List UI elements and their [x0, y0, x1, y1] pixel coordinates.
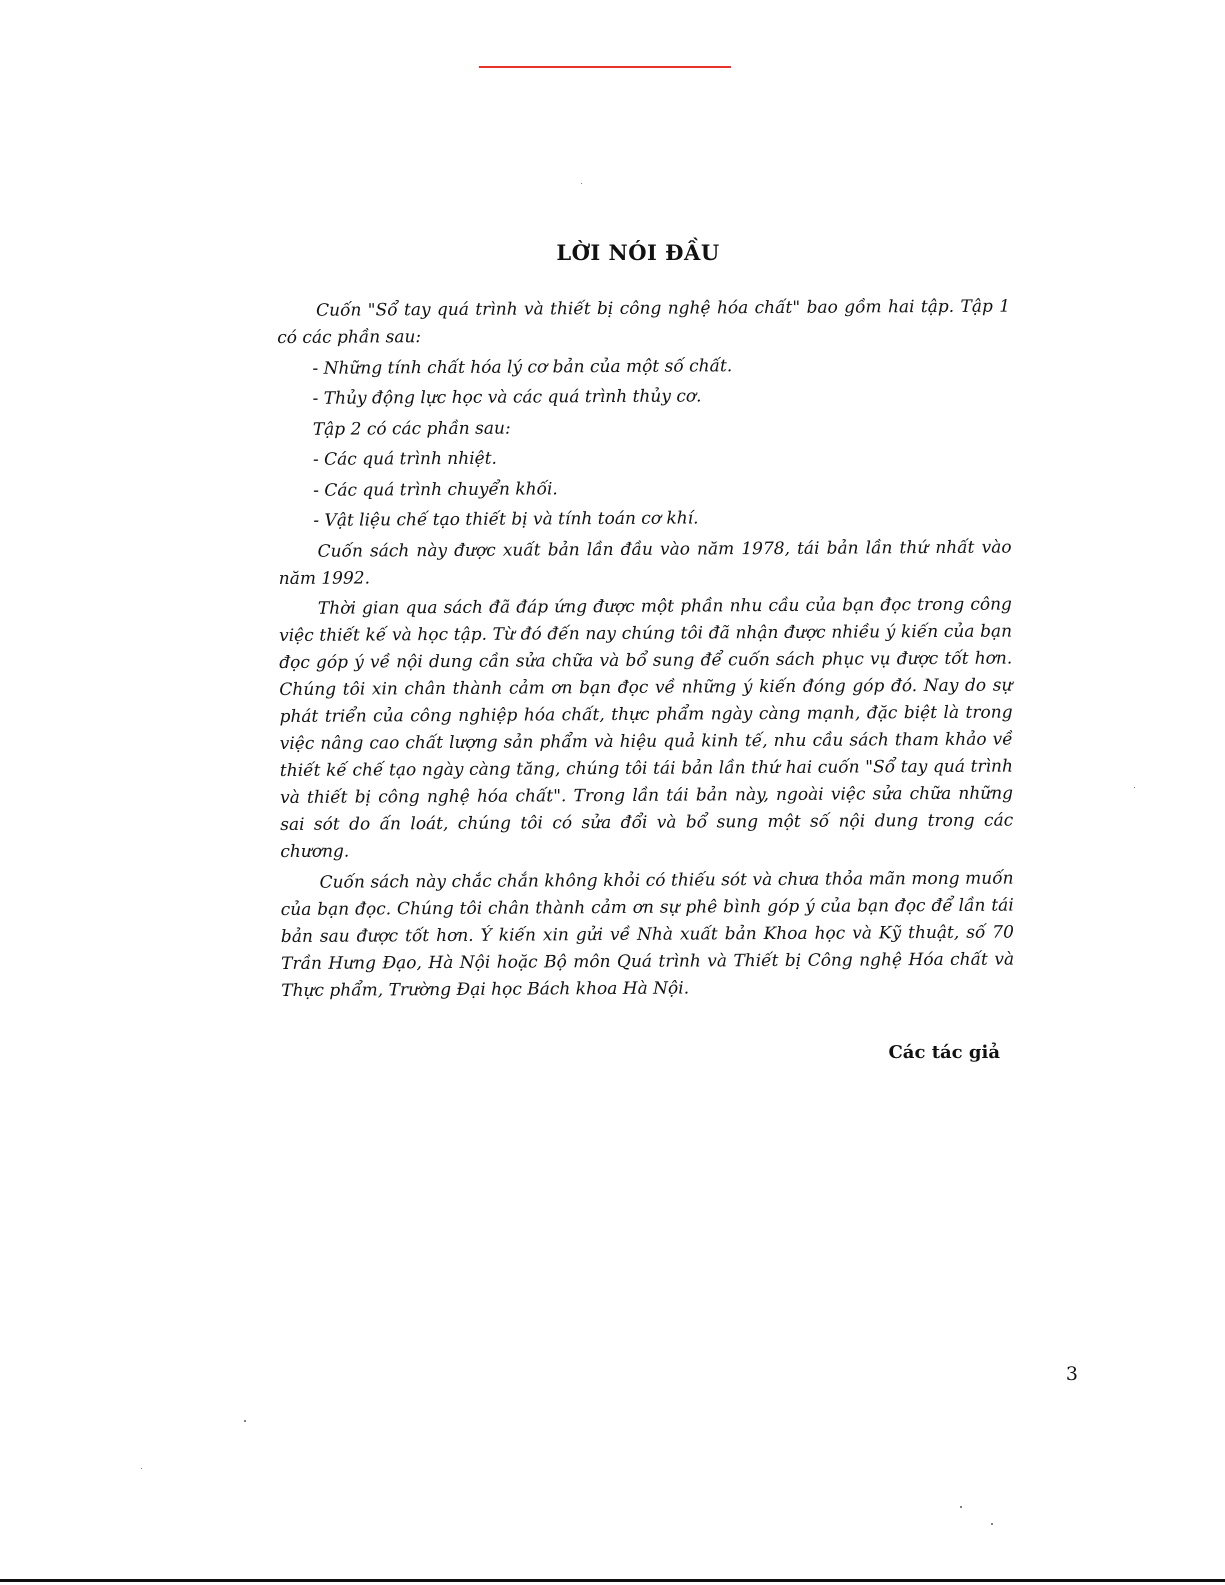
- paragraph-publication: Cuốn sách này được xuất bản lần đầu vào năm 1978, tái bản lần thứ nhất vào năm 1992.: [278, 537, 1012, 589]
- scan-speck: [141, 1468, 142, 1469]
- list-item: - Thủy động lực học và các quá trình thủy cơ.: [312, 386, 702, 409]
- top-red-rule: [479, 66, 731, 68]
- paragraph-feedback: Cuốn sách này chắc chắn không khỏi có thiếu sót và chưa thỏa mãn mong muốn của bạn đọc. Chúng tôi chân thành cảm ơn sự phê bình góp ý của bạn đọc để lần tái bản sau được tốt hơn. Ý kiến xin gửi về Nhà xuất bản Khoa học và Kỹ thuật, số 70 Trần Hưng Đạo, Hà Nội hoặc Bộ môn Quá trình và Thiết bị Công nghệ Hóa chất và Thực phẩm, Trường Đại học Bách khoa Hà Nội.: [280, 868, 1015, 1001]
- scan-speck: [244, 1420, 246, 1422]
- paragraph-history: Thời gian qua sách đã đáp ứng được một phần nhu cầu của bạn đọc trong công việc thiết kế và học tập. Từ đó đến nay chúng tôi đã nhận được nhiều ý kiến của bạn đọc góp ý về nội dung cần sửa chữa và bổ sung để cuốn sách phục vụ được tốt hơn. Chúng tôi xin chân thành cảm ơn bạn đọc về những ý kiến đóng góp đó. Nay do sự phát triển của công nghiệp hóa chất, thực phẩm ngày càng mạnh, đặc biệt là trong việc nâng cao chất lượng sản phẩm và hiệu quả kinh tế, nhu cầu sách tham khảo về thiết kế chế tạo ngày càng tăng, chúng tôi tái bản lần thứ hai cuốn "Sổ tay quá trình và thiết bị công nghệ hóa chất". Trong lần tái bản này, ngoài việc sửa chữa những sai sót do ấn loát, chúng tôi có sửa đổi và bổ sung một số nội dung trong các chương.: [279, 594, 1014, 862]
- bottom-edge-rule: [0, 1579, 1225, 1582]
- list-item: - Các quá trình chuyển khối.: [313, 478, 558, 501]
- page-number: 3: [1065, 1363, 1078, 1385]
- list-item: - Các quá trình nhiệt.: [312, 448, 497, 470]
- page-title: LỜI NÓI ĐẦU: [556, 240, 720, 265]
- scan-speck: [960, 1506, 962, 1508]
- signature: Các tác giả: [888, 1042, 1000, 1063]
- preface-body: [277, 294, 1014, 1008]
- scan-speck: [1134, 787, 1135, 788]
- scan-speck: [581, 183, 582, 184]
- scan-speck: [991, 1523, 993, 1525]
- volume-2-heading: Tập 2 có các phần sau:: [312, 418, 511, 440]
- list-item: - Vật liệu chế tạo thiết bị và tính toán cơ khí.: [313, 508, 699, 531]
- paragraph-intro: Cuốn "Sổ tay quá trình và thiết bị công nghệ hóa chất" bao gồm hai tập. Tập 1 có các phần sau:: [277, 296, 1011, 348]
- list-item: - Những tính chất hóa lý cơ bản của một số chất.: [312, 355, 733, 379]
